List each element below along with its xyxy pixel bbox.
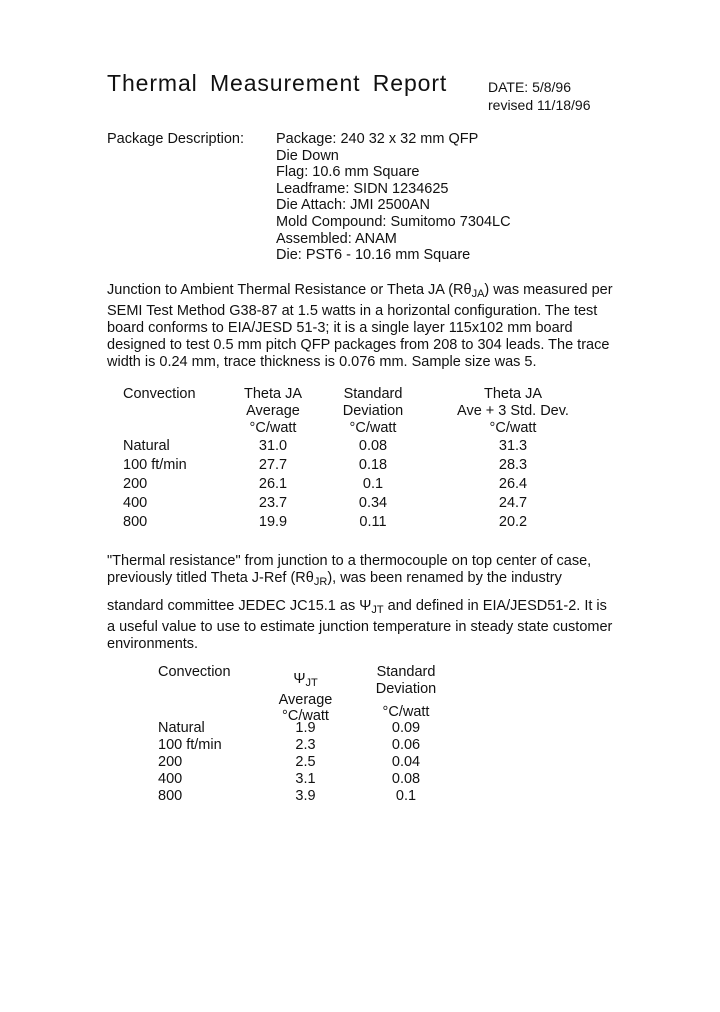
paragraph-line: a useful value to use to estimate junction temperature in steady state customer (107, 619, 613, 635)
paragraph-line: width is 0.24 mm, trace thickness is 0.076 mm. Sample size was 5. (107, 354, 537, 370)
paragraph-line: environments. (107, 636, 199, 652)
header-line: Standard (376, 664, 436, 680)
text-run: ), was been renamed by the industry (327, 570, 562, 586)
cell-convection: 200 (123, 476, 148, 492)
subscript: JA (471, 288, 485, 300)
cell-convection: 100 ft/min (123, 457, 187, 473)
cell-std-dev: 0.04 (391, 754, 421, 770)
column-header-average (223, 386, 323, 437)
header-line: Deviation (342, 403, 404, 419)
package-line: Die Attach: JMI 2500AN (276, 197, 430, 214)
header-line: °C/watt (489, 420, 537, 436)
package-line: Package: 240 32 x 32 mm QFP (276, 131, 479, 147)
paragraph-line: "Thermal resistance" from junction to a thermocouple on top center of case, (107, 553, 592, 569)
text-run: ) was measured per (484, 282, 613, 298)
cell-convection: 200 (158, 754, 183, 770)
cell-std-dev: 0.09 (391, 720, 421, 736)
header-line: °C/watt (382, 704, 430, 720)
report-date: DATE: 5/8/96 (488, 79, 572, 95)
cell-convection: 400 (123, 495, 148, 511)
header-line: Ave + 3 Std. Dev. (457, 403, 569, 419)
subscript: JT (305, 677, 318, 689)
table-row (123, 495, 583, 514)
package-description-label: Package Description: (107, 131, 245, 147)
cell-average: 26.1 (258, 476, 288, 492)
cell-ave-3std: 24.7 (498, 495, 528, 511)
paragraph-line: board conforms to EIA/JESD 51-3; it is a single layer 115x102 mm board (107, 320, 573, 336)
table-row (123, 476, 583, 495)
package-line: Die Down (276, 147, 339, 164)
cell-ave-3std: 26.4 (498, 476, 528, 492)
psi-jt-description (107, 553, 612, 653)
cell-average: 27.7 (258, 457, 288, 473)
cell-average: 3.9 (295, 788, 316, 804)
table-row (123, 514, 583, 533)
column-header-std-dev (358, 664, 454, 721)
column-header-convection: Convection (158, 664, 231, 680)
header-line: °C/watt (249, 420, 297, 436)
paragraph-line: SEMI Test Method G38-87 at 1.5 watts in a horizontal configuration. The test (107, 303, 598, 319)
cell-average: 2.5 (295, 754, 316, 770)
page-title: Thermal Measurement Report (107, 70, 448, 96)
cell-convection: 100 ft/min (158, 737, 222, 753)
header-line: °C/watt (349, 420, 397, 436)
psi-symbol: Ψ (293, 671, 306, 687)
package-line: Assembled: ANAM (276, 230, 397, 247)
theta-ja-table (123, 386, 583, 536)
cell-std-dev: 0.11 (359, 514, 387, 530)
text-run: Junction to Ambient Thermal Resistance or Theta JA (R (107, 282, 464, 298)
table-row (123, 438, 583, 457)
cell-convection: Natural (158, 720, 205, 736)
paragraph-line: designed to test 0.5 mm pitch QFP packages from 208 to 304 leads. The trace (107, 337, 610, 353)
line-gap (107, 591, 612, 598)
cell-ave-3std: 20.2 (498, 514, 528, 530)
cell-average: 3.1 (295, 771, 316, 787)
paragraph-line (107, 282, 613, 303)
theta-symbol: θ (305, 570, 314, 586)
cell-std-dev: 0.18 (358, 457, 388, 473)
cell-convection: 800 (158, 788, 183, 804)
package-line: Mold Compound: Sumitomo 7304LC (276, 213, 511, 230)
header-line: Theta JA (483, 386, 543, 402)
paragraph-line (107, 598, 612, 619)
column-header-psi-average (258, 671, 353, 725)
package-line: Leadframe: SIDN 1234625 (276, 180, 449, 197)
paragraph-line (107, 570, 612, 591)
psi-symbol: Ψ (359, 598, 372, 614)
theta-ja-description (107, 282, 613, 371)
header-line (258, 671, 353, 692)
package-line: Flag: 10.6 mm Square (276, 164, 420, 181)
revised-date: revised 11/18/96 (488, 97, 591, 113)
cell-std-dev: 0.34 (358, 495, 388, 511)
table-row (158, 788, 458, 807)
header-line: °C/watt (282, 708, 329, 724)
column-header-std-dev (323, 386, 423, 437)
cell-average: 23.7 (258, 495, 288, 511)
text-run: and defined in EIA/JESD51-2. It is (383, 598, 607, 614)
cell-convection: 400 (158, 771, 183, 787)
cell-std-dev: 0.1 (362, 476, 384, 492)
cell-ave-3std: 28.3 (498, 457, 528, 473)
psi-jt-table (158, 664, 458, 809)
text-run: previously titled Theta J-Ref (R (107, 570, 306, 586)
cell-average: 19.9 (258, 514, 288, 530)
table-row (123, 457, 583, 476)
cell-average: 1.9 (295, 720, 316, 736)
cell-ave-3std: 31.3 (498, 438, 528, 454)
report-dates (488, 78, 590, 114)
theta-symbol: θ (463, 282, 472, 298)
header-line: Standard (343, 386, 403, 402)
column-header-convection: Convection (123, 386, 196, 402)
subscript: JT (371, 604, 384, 616)
column-header-ave-3std (443, 386, 583, 437)
cell-average: 31.0 (258, 438, 288, 454)
header-line: Deviation (375, 681, 437, 697)
cell-std-dev: 0.08 (358, 438, 388, 454)
package-description-list (276, 131, 511, 264)
header-line: Theta JA (243, 386, 303, 402)
header-line: Average (246, 403, 300, 419)
text-run: standard committee JEDEC JC15.1 as (107, 598, 360, 614)
package-line: Die: PST6 - 10.16 mm Square (276, 247, 471, 264)
cell-std-dev: 0.08 (391, 771, 421, 787)
cell-average: 2.3 (295, 737, 316, 753)
subscript: JR (313, 576, 328, 588)
cell-std-dev: 0.06 (391, 737, 421, 753)
cell-convection: Natural (123, 438, 170, 454)
header-line: Average (278, 691, 333, 708)
cell-convection: 800 (123, 514, 148, 530)
cell-std-dev: 0.1 (395, 788, 417, 804)
